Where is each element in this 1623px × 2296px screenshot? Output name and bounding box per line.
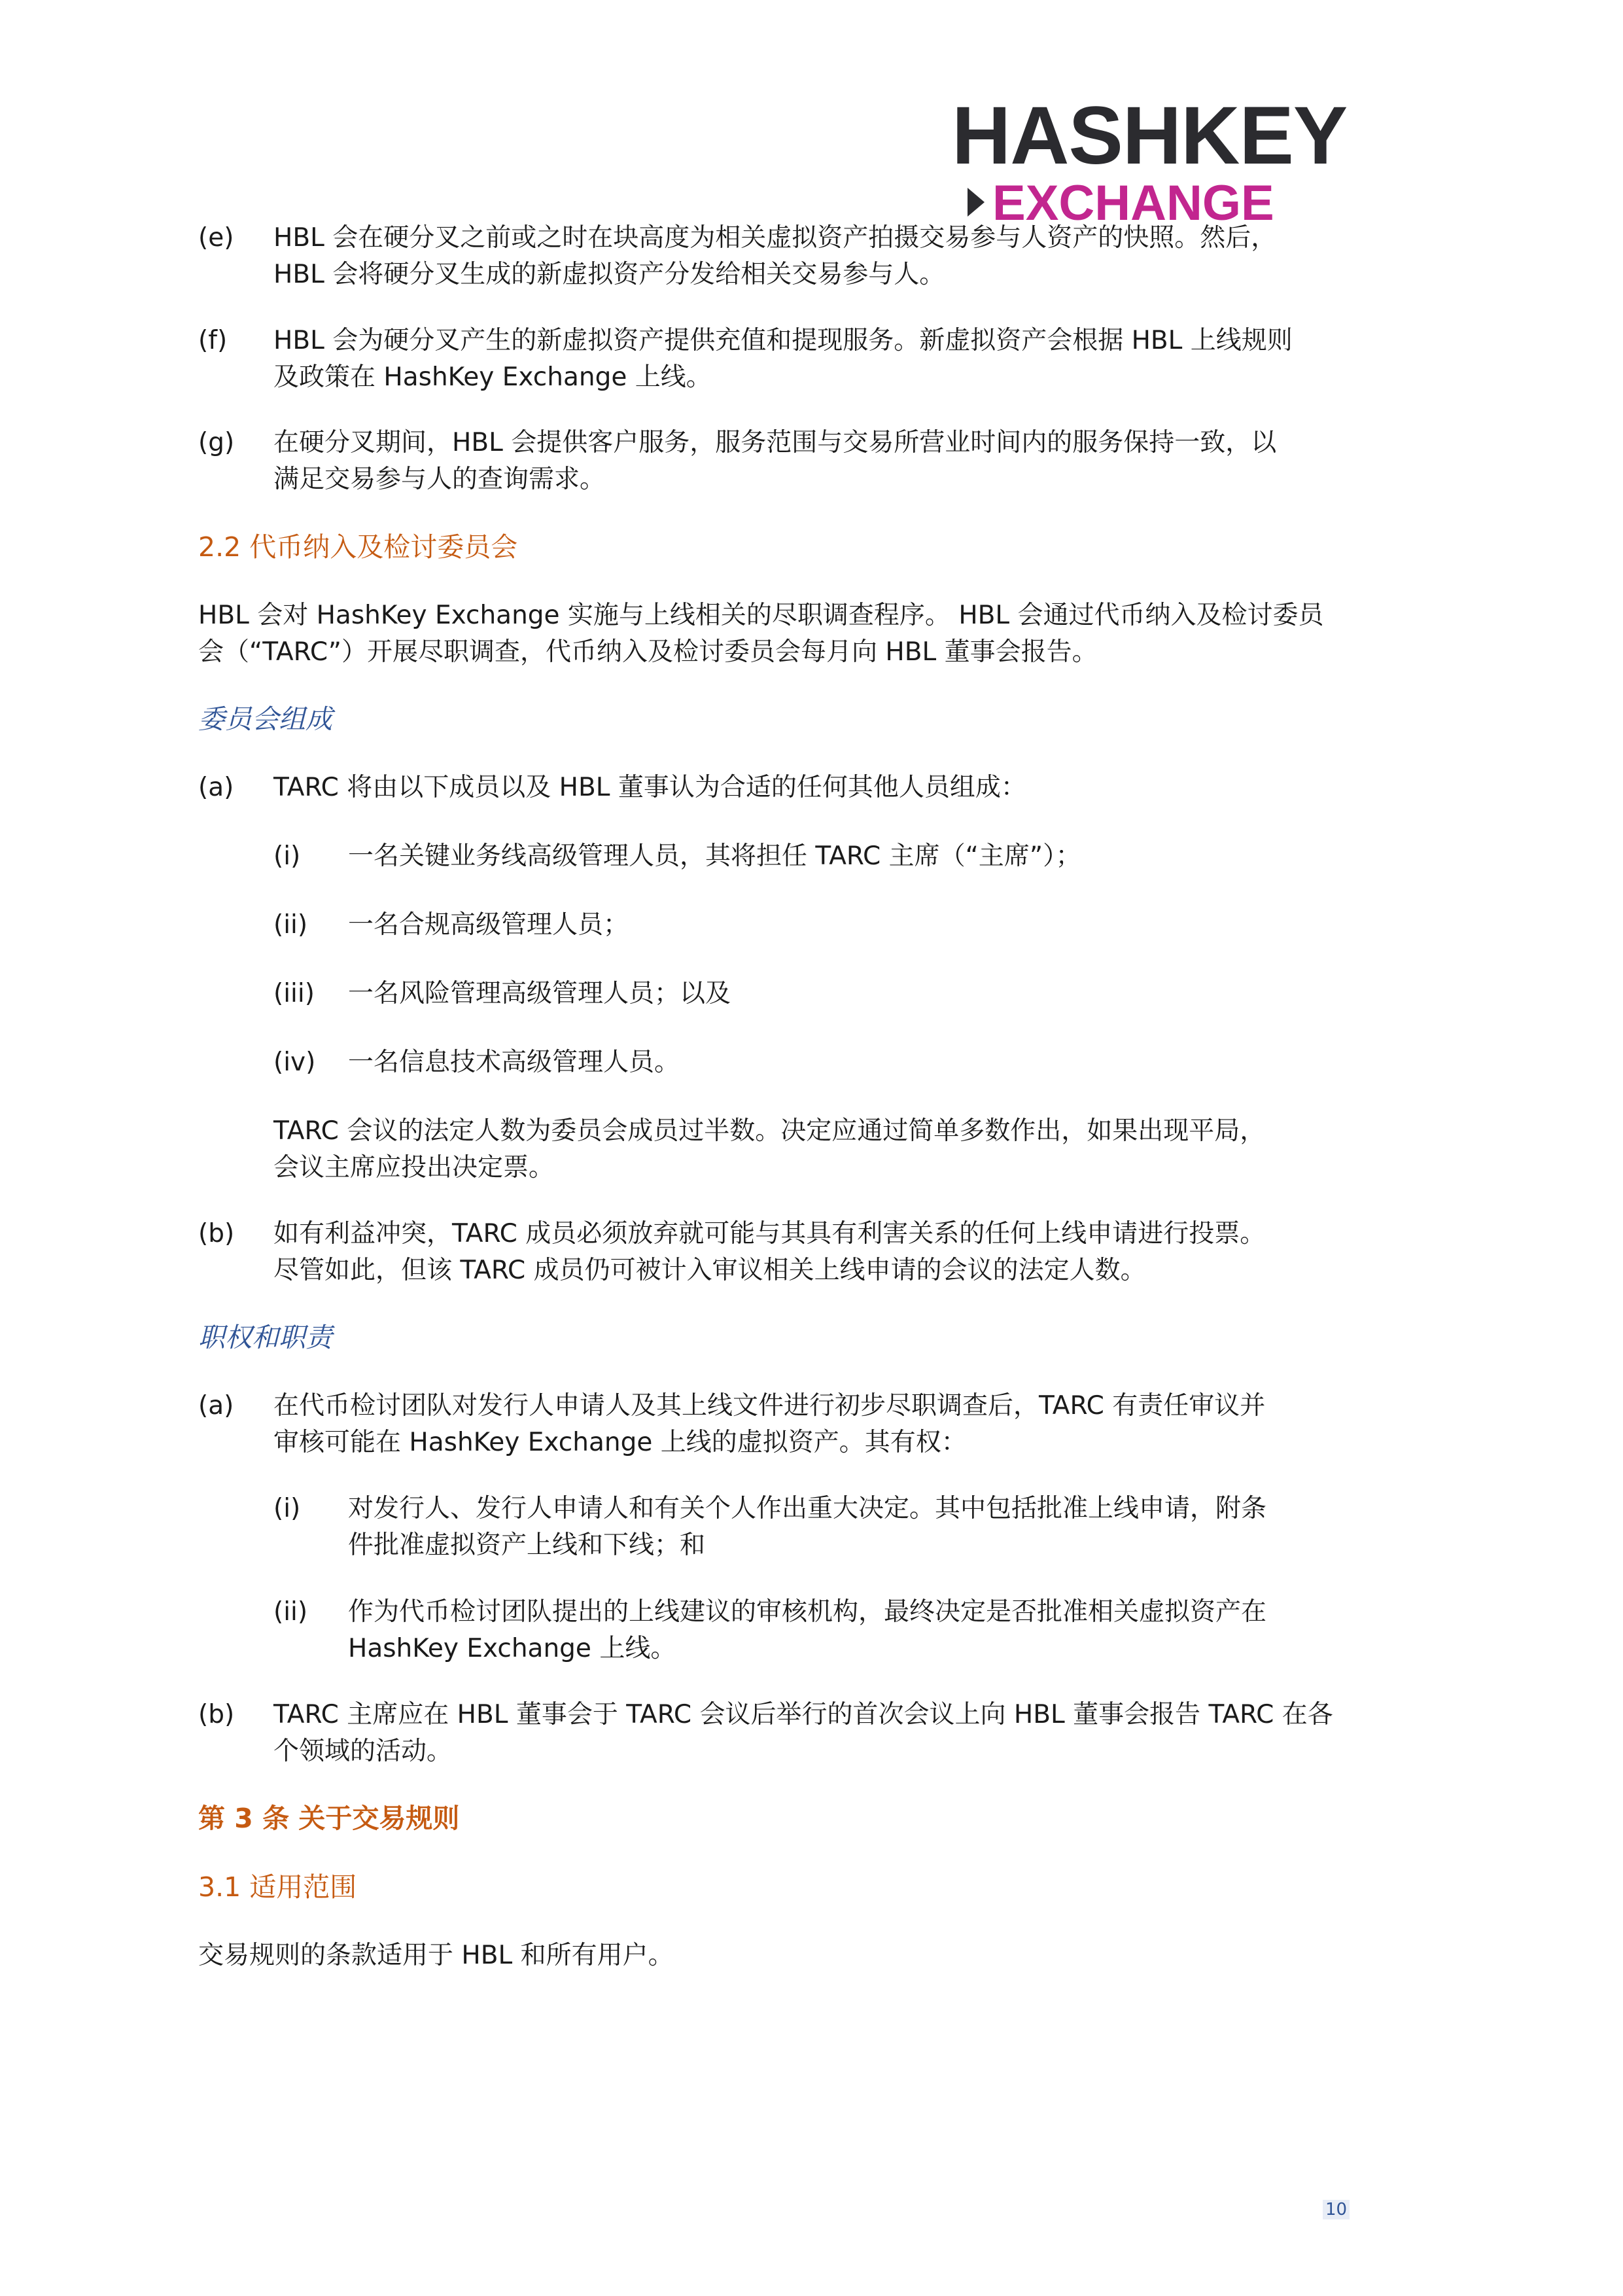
item-e-line-2: HBL 会将硬分叉生成的新虚拟资产分发给相关交易参与人。: [273, 260, 945, 289]
duties-a-line-2: 审核可能在 HashKey Exchange 上线的虚拟资产。其有权：: [273, 1428, 967, 1457]
logo-arrow-icon: [968, 188, 985, 217]
duties-b-line-2: 个领域的活动。: [273, 1737, 453, 1766]
duties-a-label: (a): [198, 1391, 234, 1421]
composition-a-label: (a): [198, 773, 234, 802]
composition-sub-i-label: (i): [273, 841, 301, 871]
item-g-text: [273, 425, 1276, 498]
section-2-2-heading: 2.2 代币纳入及检讨委员会: [198, 531, 518, 563]
logo-exchange-text: EXCHANGE: [992, 175, 1274, 231]
duties-sub-i-label: (i): [273, 1494, 301, 1523]
item-g-line-2: 满足交易参与人的查询需求。: [273, 465, 606, 494]
duties-a-text: [273, 1388, 1265, 1461]
quorum-line-1: TARC 会议的法定人数为委员会成员过半数。决定应通过简单多数作出，如果出现平局，: [273, 1116, 1266, 1146]
composition-a-text: TARC 将由以下成员以及 HBL 董事认为合适的任何其他人员组成：: [273, 773, 1026, 802]
quorum-paragraph: [273, 1113, 1265, 1186]
duties-sub-i-text: [348, 1491, 1266, 1564]
duties-sub-ii-line-1: 作为代币检讨团队提出的上线建议的审核机构，最终决定是否批准相关虚拟资产在: [348, 1597, 1267, 1627]
composition-sub-iv-text: 一名信息技术高级管理人员。: [348, 1048, 680, 1077]
section-2-2-paragraph: [198, 597, 1324, 671]
item-f-label: (f): [198, 326, 228, 355]
duties-heading: 职权和职责: [198, 1322, 332, 1353]
duties-b-line-1: TARC 主席应在 HBL 董事会于 TARC 会议后举行的首次会议上向 HBL 董事会报告 TARC 在各: [273, 1700, 1333, 1729]
section-2-2-line-2: 会（“TARC”）开展尽职调查，代币纳入及检讨委员会每月向 HBL 董事会报告。: [198, 637, 1098, 667]
logo-hashkey-text: HASHKEY: [952, 90, 1348, 181]
item-g-line-1: 在硬分叉期间，HBL 会提供客户服务，服务范围与交易所营业时间内的服务保持一致，以: [273, 428, 1277, 457]
composition-sub-ii-text: 一名合规高级管理人员；: [348, 910, 629, 940]
item-e-label: (e): [198, 223, 234, 253]
duties-sub-i-line-2: 件批准虚拟资产上线和下线；和: [348, 1530, 706, 1560]
duties-sub-ii-line-2: HashKey Exchange 上线。: [348, 1634, 676, 1663]
duties-sub-i-line-1: 对发行人、发行人申请人和有关个人作出重大决定。其中包括批准上线申请，附条: [348, 1494, 1267, 1523]
composition-sub-iv-label: (iv): [273, 1048, 316, 1077]
composition-b-line-2: 尽管如此，但该 TARC 成员仍可被计入审议相关上线申请的会议的法定人数。: [273, 1256, 1146, 1285]
item-e-text: [273, 220, 1276, 293]
article-3-heading: 第 3 条 关于交易规则: [198, 1803, 460, 1834]
composition-sub-i-text: 一名关键业务线高级管理人员，其将担任 TARC 主席（“主席”）；: [348, 841, 1081, 871]
hashkey-exchange-logo: [952, 90, 1351, 231]
item-e-line-1: HBL 会在硬分叉之前或之时在块高度为相关虚拟资产拍摄交易参与人资产的快照。然后，: [273, 223, 1277, 253]
section-2-2-line-1: HBL 会对 HashKey Exchange 实施与上线相关的尽职调查程序。 HBL 会通过代币纳入及检讨委员: [198, 601, 1324, 630]
composition-b-label: (b): [198, 1219, 235, 1248]
item-f-text: [273, 323, 1293, 396]
duties-a-line-1: 在代币检讨团队对发行人申请人及其上线文件进行初步尽职调查后，TARC 有责任审议并: [273, 1391, 1266, 1421]
duties-sub-ii-text: [348, 1594, 1266, 1667]
item-f-line-1: HBL 会为硬分叉产生的新虚拟资产提供充值和提现服务。新虚拟资产会根据 HBL 上线规则: [273, 326, 1293, 355]
item-g-label: (g): [198, 428, 235, 457]
quorum-line-2: 会议主席应投出决定票。: [273, 1153, 555, 1182]
section-3-1-heading: 3.1 适用范围: [198, 1871, 357, 1903]
composition-heading: 委员会组成: [198, 703, 332, 735]
composition-b-text: [273, 1216, 1265, 1289]
composition-sub-iii-label: (iii): [273, 979, 315, 1008]
section-3-1-paragraph: 交易规则的条款适用于 HBL 和所有用户。: [198, 1941, 674, 1970]
composition-sub-ii-label: (ii): [273, 910, 308, 940]
composition-sub-iii-text: 一名风险管理高级管理人员；以及: [348, 979, 731, 1008]
item-f-line-2: 及政策在 HashKey Exchange 上线。: [273, 362, 712, 392]
duties-b-label: (b): [198, 1700, 235, 1729]
duties-sub-ii-label: (ii): [273, 1597, 308, 1627]
composition-b-line-1: 如有利益冲突，TARC 成员必须放弃就可能与其具有利害关系的任何上线申请进行投票。: [273, 1219, 1266, 1248]
page-number: 10: [1323, 2200, 1350, 2219]
duties-b-text: [273, 1697, 1333, 1770]
